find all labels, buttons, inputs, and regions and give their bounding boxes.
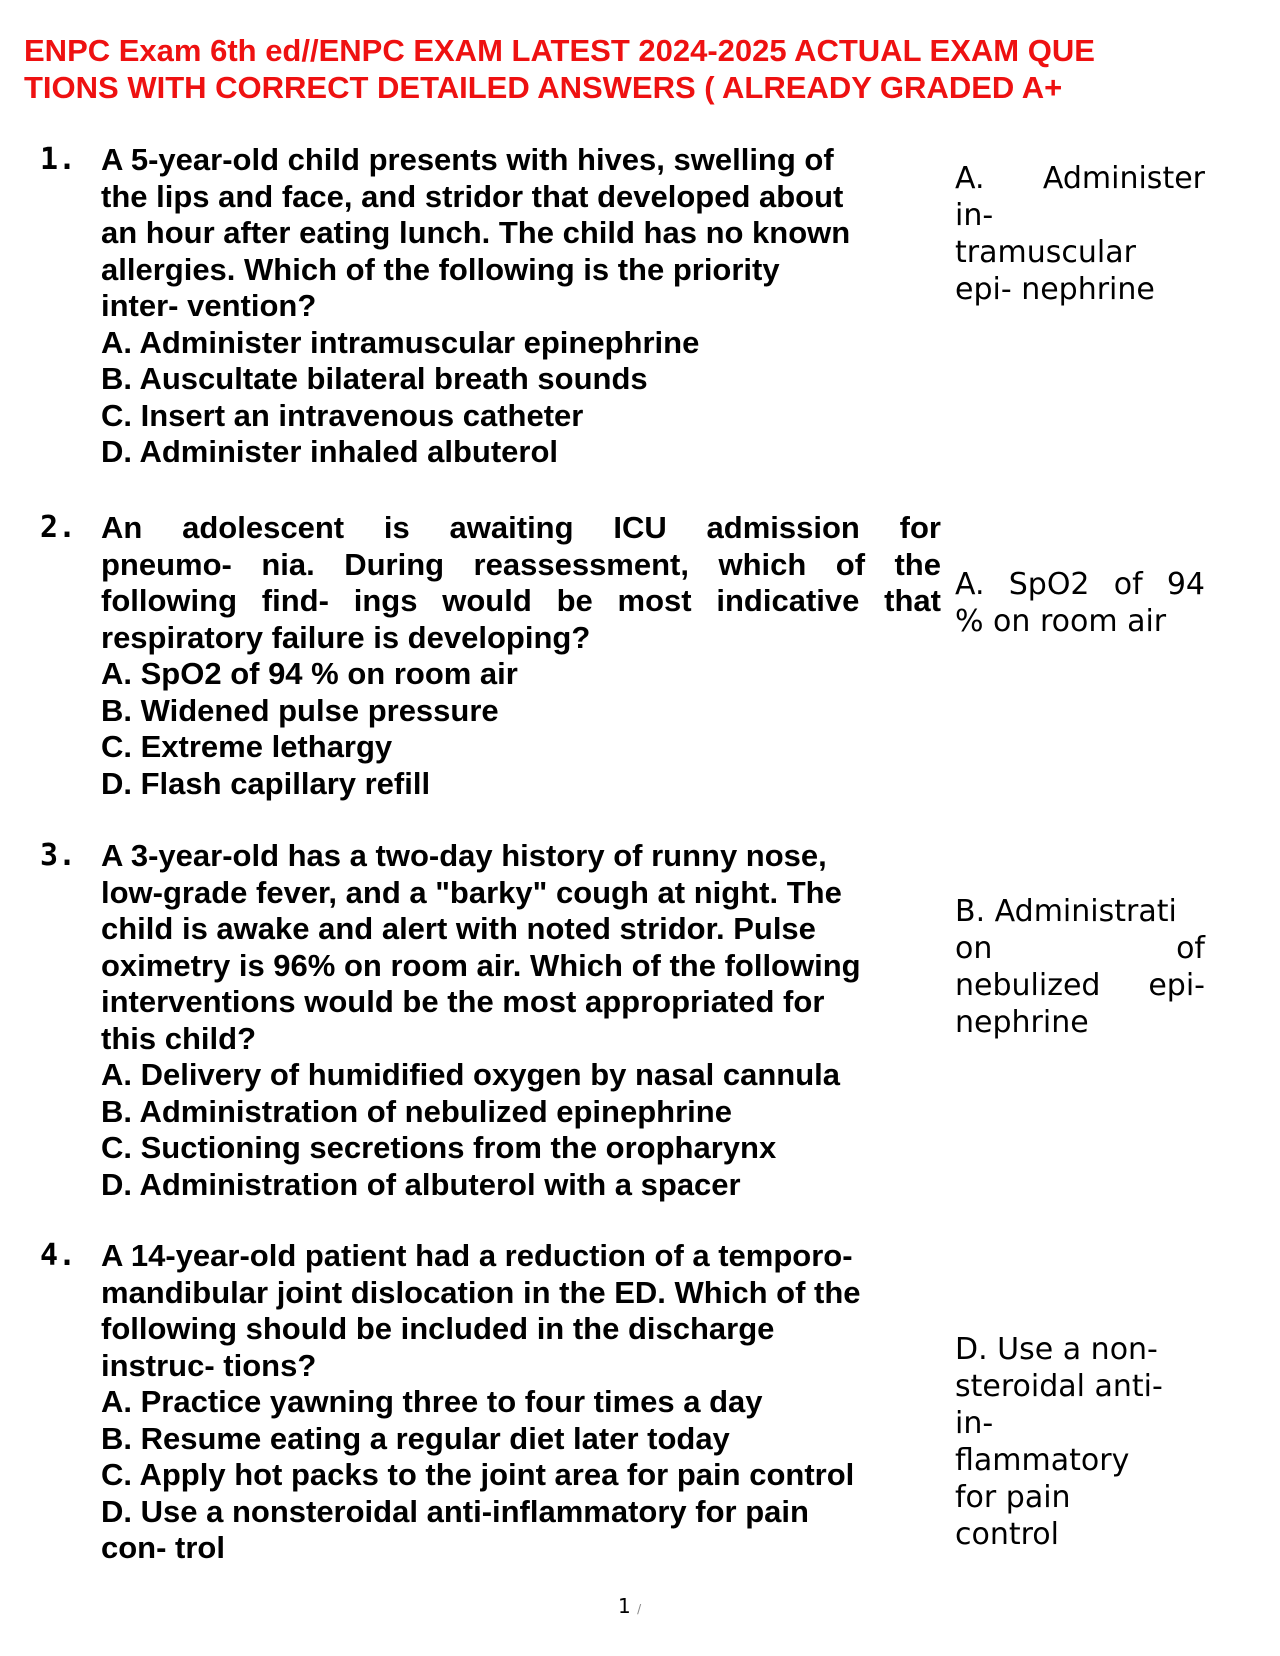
answer-option: D. Administer inhaled albuterol bbox=[101, 434, 559, 469]
answer-line: A. SpO2 of 94 bbox=[955, 567, 1205, 602]
answer-line: nebulized epi- bbox=[955, 968, 1205, 1003]
question-number: 4. bbox=[40, 1238, 77, 1273]
answer-line: steroidal anti- bbox=[955, 1369, 1163, 1404]
page-number-suffix: / bbox=[637, 1602, 642, 1616]
question-4 bbox=[101, 1238, 941, 1567]
answer-option: D. Use a nonsteroidal anti-inflammatory for pain bbox=[101, 1493, 809, 1529]
question-line: instruc- tions? bbox=[101, 1347, 317, 1383]
answer-option: B. Administration of nebulized epinephrine bbox=[101, 1093, 732, 1129]
answer-line: epi- nephrine bbox=[955, 272, 1155, 307]
correct-answer-1 bbox=[955, 160, 1210, 308]
title-line-1: ENPC Exam 6th ed//ENPC EXAM LATEST 2024-2025 ACTUAL EXAM QUE bbox=[24, 33, 1095, 68]
question-2 bbox=[101, 510, 941, 802]
title-line-2: TIONS WITH CORRECT DETAILED ANSWERS ( ALREADY GRADED A+ bbox=[24, 70, 1063, 105]
question-line: An adolescent is awaiting ICU admission for bbox=[101, 510, 941, 545]
question-line: A 14-year-old patient had a reduction of a temporo- bbox=[101, 1238, 853, 1273]
question-line: allergies. Which of the following is the priority bbox=[101, 251, 780, 287]
correct-answer-3 bbox=[955, 893, 1210, 1041]
question-line: low-grade fever, and a "barky" cough at night. The bbox=[101, 874, 842, 910]
answer-option: C. Apply hot packs to the joint area for pain control bbox=[101, 1457, 855, 1492]
page-number-value: 1 bbox=[618, 1594, 631, 1618]
answer-line: in- bbox=[955, 1406, 994, 1441]
answer-option: A. Delivery of humidified oxygen by nasal cannula bbox=[101, 1057, 841, 1092]
answer-option: A. Administer intramuscular epinephrine bbox=[101, 324, 700, 360]
document-title bbox=[24, 32, 1174, 106]
question-1 bbox=[101, 142, 941, 471]
question-line: child is awake and alert with noted stridor. Pulse bbox=[101, 911, 816, 946]
answer-line: tramuscular bbox=[955, 235, 1136, 270]
answer-option: C. Insert an intravenous catheter bbox=[101, 397, 584, 433]
answer-line: A. Administer bbox=[955, 161, 1205, 196]
question-number: 2. bbox=[40, 510, 77, 545]
question-line: the lips and face, and stridor that developed about bbox=[101, 178, 844, 214]
answer-option: con- trol bbox=[101, 1530, 225, 1565]
question-line: respiratory failure is developing? bbox=[101, 619, 591, 655]
question-line: interventions would be the most appropriated for bbox=[101, 984, 825, 1019]
answer-line: for pain bbox=[955, 1480, 1071, 1515]
correct-answer-4 bbox=[955, 1331, 1210, 1553]
answer-option: B. Widened pulse pressure bbox=[101, 692, 499, 728]
answer-line: in- bbox=[955, 198, 994, 233]
question-line: following find- ings would be most indicative that bbox=[101, 583, 941, 618]
answer-option: C. Suctioning secretions from the oropharynx bbox=[101, 1130, 777, 1165]
correct-answer-2 bbox=[955, 566, 1210, 640]
question-line: pneumo- nia. During reassessment, which of the bbox=[101, 546, 941, 582]
answer-option: A. SpO2 of 94 % on room air bbox=[101, 656, 518, 691]
question-line: inter- vention? bbox=[101, 288, 317, 323]
question-line: oximetry is 96% on room air. Which of the following bbox=[101, 947, 861, 983]
answer-line: flammatory bbox=[955, 1443, 1130, 1478]
question-line: an hour after eating lunch. The child has no known bbox=[101, 215, 851, 250]
answer-option: C. Extreme lethargy bbox=[101, 729, 393, 764]
answer-line: B. Administrati bbox=[955, 894, 1177, 929]
page-number bbox=[618, 1594, 641, 1618]
answer-option: D. Administration of albuterol with a spacer bbox=[101, 1166, 741, 1202]
question-line: A 3-year-old has a two-day history of runny nose, bbox=[101, 838, 827, 873]
answer-option: A. Practice yawning three to four times a day bbox=[101, 1384, 763, 1419]
answer-line: % on room air bbox=[955, 604, 1167, 639]
question-3 bbox=[101, 838, 941, 1203]
question-number: 1. bbox=[40, 142, 77, 177]
answer-line: control bbox=[955, 1517, 1059, 1552]
answer-line: on of bbox=[955, 931, 1205, 966]
answer-line: D. Use a non- bbox=[955, 1332, 1158, 1367]
question-line: following should be included in the discharge bbox=[101, 1311, 775, 1346]
question-line: mandibular joint dislocation in the ED. Which of the bbox=[101, 1274, 861, 1310]
question-line: this child? bbox=[101, 1020, 256, 1056]
answer-option: D. Flash capillary refill bbox=[101, 765, 431, 801]
question-line: A 5-year-old child presents with hives, swelling of bbox=[101, 142, 834, 177]
answer-line: nephrine bbox=[955, 1005, 1089, 1040]
question-number: 3. bbox=[40, 838, 77, 873]
answer-option: B. Auscultate bilateral breath sounds bbox=[101, 361, 648, 396]
answer-option: B. Resume eating a regular diet later today bbox=[101, 1420, 730, 1456]
